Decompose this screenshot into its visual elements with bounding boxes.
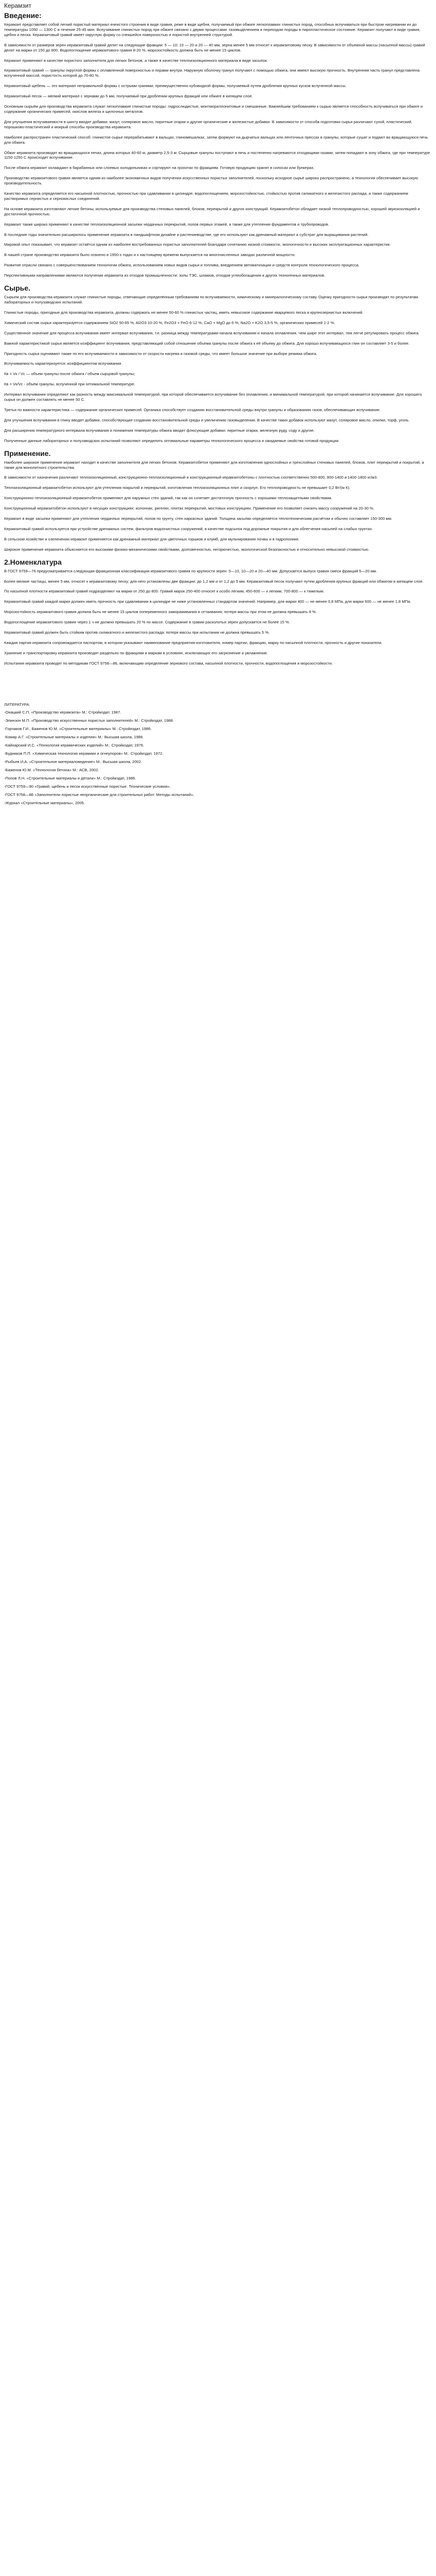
paragraph: Интервал вспучивания определяют как разность между максимальной температурой, при которой обеспечивается вспучивание без оплавления, и минимальной температурой, при которой начинается вспучивание. Для хорошего сырья он должен составлять не менее 50 С. (4, 392, 422, 402)
paragraph: Конструкционно-теплоизоляционный керамзитобетон применяют для наружных стен зданий, так как он сочетает достаточную прочность с хорошими теплозащитными свойствами. (4, 496, 333, 501)
literature-item: -Элинзон М.П. «Производство искусственных пористых заполнителей» М.: Стройиздат, 1988. (4, 718, 174, 723)
document (0, 0, 436, 807)
blank-space (4, 671, 432, 702)
literature-item: -Кайнарский И.С. «Технология керамических изделий» М.: Стройиздат, 1976. (4, 742, 144, 748)
literature-item: -ГОСТ 9759—90 «Гравий, щебень и песок искусственные пористые. Технические условия». (4, 784, 171, 789)
paragraph: Для улучшения вспучивания в глину вводят добавки, способствующие созданию восстановительной среды и увеличению газовыделения. В качестве таких добавок используют мазут, соляровое масло, опилки, торф, уголь. (4, 417, 410, 422)
paragraph: Глинистые породы, пригодные для производства керамзита, должны содержать не менее 50-60 % глинистых частиц, иметь невысокое содержание кварцевого песка и крупнозернистых включений. (4, 310, 363, 315)
paragraph: Испытания керамзита проводят по методикам ГОСТ 9758—86, включающим определение зернового состава, насыпной плотности, прочности, водопоглощения и морозостойкости. (4, 660, 333, 666)
section-intro (4, 11, 432, 278)
paragraph: Производство керамзитового гравия является одним из наиболее экономичных видов получения искусственных пористых заполнителей, поскольку исходное сырьё широко распространено, а технология обеспечивает высокую производительность. (4, 176, 418, 186)
intro-body (4, 22, 432, 278)
paragraph: Керамзит применяют в качестве пористого заполнителя для легких бетонов, а также в качестве теплоизоляционного материала в виде засыпок. (4, 58, 268, 63)
paragraph: Более мелкие частицы, менее 5 мм, относят к керамзитовому песку; для него установлены две фракции: до 1,2 мм и от 1,2 до 5 мм. Керамзитовый песок получают путем дробления крупных фракций или обжигом в кипящем слое. (4, 579, 424, 584)
paragraph: В ГОСТ 9759—76 предусматривается следующая фракционная классификация керамзитового гравия по крупности зерен: 5—10, 10—20 и 20—40 мм. Допускается выпуск гравия смеси фракций 5—20 мм. (4, 568, 377, 573)
paragraph: В зависимости от назначения различают теплоизоляционный, конструкционно-теплоизоляционный и конструкционный керамзитобетоны с плотностью соответственно 500-800, 800-1400 и 1400-1800 кг/м3. (4, 475, 378, 480)
literature-list (4, 708, 432, 807)
paragraph: Морозостойкость керамзитового гравия должна быть не менее 15 циклов попеременного замораживания и оттаивания; потеря массы при этом не должна превышать 8 %. (4, 609, 317, 615)
section-heading-raw: Сырье. (4, 284, 30, 293)
paragraph: Основным сырьём для производства керамзита служат легкоплавкие глинистые породы: гидрослюдистые, монтмориллонитовые и смешанные. Важнейшим требованием к сырью является способность вспучиваться при обжиге и содержание органических примесей, окислов железа и щелочных металлов. (4, 104, 423, 114)
literature-heading: ЛИТЕРАТУРА: (4, 702, 30, 707)
paragraph: Керамзитовый песок — мелкий материал с зернами до 5 мм, получаемый при дроблении крупных фракций или обжиге в кипящем слое. (4, 94, 253, 99)
paragraph: Перспективными направлениями являются получение керамзита из отходов промышленности: золы ТЭС, шламов, отходов углеобогащения и других техногенных материалов. (4, 273, 325, 278)
section-literature (4, 702, 432, 807)
paragraph: Развитие отрасли связано с совершенствованием технологии обжига, использованием новых видов сырья и топлива, внедрением автоматизации и средств контроля технологического процесса. (4, 263, 360, 268)
paragraph: Важной характеристикой сырья является коэффициент вспучивания, представляющий собой отношение объема гранулы после обжига к её объему до обжига. Для хорошо вспучивающихся глин он составляет 3-5 и более. (4, 341, 410, 346)
paragraph: Мировой опыт показывает, что керамзит остаётся одним из наиболее востребованных пористых заполнителей благодаря сочетанию низкой стоимости, экологичности и высоких эксплуатационных характеристик. (4, 242, 391, 247)
paragraph: Керамзитовый гравий каждой марки должен иметь прочность при сдавливании в цилиндре не ниже установленных стандартом значений. Например, для марки 400 — не менее 0,8 МПа, для марки 600 — не менее 1,8 МПа. (4, 599, 411, 604)
paragraph: Керамзит также широко применяют в качестве теплоизоляционной засыпки чердачных перекрытий, полов первых этажей, а также для утепления фундаментов и трубопроводов. (4, 222, 329, 227)
section-heading-nomenclature: 2.Номенклатура (4, 557, 62, 566)
paragraph: Существенное значение для процесса вспучивания имеет интервал вспучивания, т.е. разница между температурами начала вспучивания и начала оплавления. Чем шире этот интервал, тем легче регулировать процесс обжига. (4, 330, 420, 335)
application-body (4, 460, 432, 552)
raw-body (4, 295, 432, 444)
paragraph: Кв = Vк / Vс — объем гранулы после обжига / объем сырцовой гранулы; (4, 371, 135, 377)
paragraph: Обжиг керамзита производят во вращающихся печах, длина которых 40-60 м, диаметр 2,5-3 м. Сырцовые гранулы поступают в печь и постепенно нагреваются отходящими газами, затем попадают в зону обжига, где при температуре 1150-1250 С происходит вспучивание. (4, 150, 430, 160)
section-nomenclature (4, 557, 432, 666)
section-raw (4, 283, 432, 444)
paragraph: Качество керамзита определяется его насыпной плотностью, прочностью при сдавливании в цилиндре, водопоглощением, морозостойкостью, стойкостью против силикатного и железистого распада, а также содержанием растворимых сернистых и сернокислых соединений. (4, 191, 408, 201)
paragraph: Для улучшения вспучиваемости в шихту вводят добавки: мазут, соляровое масло, пиритные огарки и другие органические и железистые добавки. В зависимости от способа подготовки сырья различают сухой, пластический, порошково-пластический и мокрый способы производства керамзита. (4, 119, 412, 129)
section-heading-intro: Введение: (4, 11, 42, 20)
paragraph: В сельском хозяйстве и озеленении керамзит применяется как дренажный материал для цветочных горшков и клумб, для мульчирования почвы и в гидропонике. (4, 536, 300, 541)
section-heading-application: Применение. (4, 449, 51, 457)
paragraph: Конструкционный керамзитобетон используют в несущих конструкциях: колоннах, ригелях, плитах перекрытий, мостовых конструкциях. Применение его позволяет снизить массу сооружений на 20-30 %. (4, 506, 375, 511)
paragraph: Кв = Vк/Vс - объём гранулы, вспученной при оптимальной температуре. (4, 382, 135, 387)
literature-item: -Будников П.П. «Химическая технология керамики и огнеупоров» М.: Стройиздат, 1972. (4, 751, 164, 756)
paragraph: Керамзит представляет собой легкий пористый материал ячеистого строения в виде гравия, реже в виде щебня, получаемый при обжиге легкоплавких глинистых пород, способных вспучиваться при быстром нагревании их до температуры 1050 — 1300 С в течение 25-45 мин. Вспучивание глинистых пород при обжиге связано с двумя процессами: газовыделением и переходом породы в пиропластическое состояние. Керамзит получают в виде гравия, щебня и песка. Керамзитовый гравий имеет округлую форму со спекшейся поверхностью и пористой внутренней структурой. (4, 22, 421, 37)
literature-item: -Комар А.Г. «Строительные материалы и изделия» М.: Высшая школа, 1988. (4, 734, 144, 739)
paragraph: Сырьем для производства керамзита служат глинистые породы, отвечающие определённым требованиям по вспучиваемости, химическому и минералогическому составу. Оценку пригодности сырья производят по результатам лабораторных и полузаводских испытаний. (4, 295, 418, 304)
paragraph: Керамзитовый щебень — это материал неправильной формы с острыми гранями, преимущественно кубовидной формы, получаемый путем дробления крупных кусков вспученной массы. (4, 83, 346, 89)
literature-item: -Горчаков Г.И., Баженов Ю.М. «Строительные материалы» М.: Стройиздат, 1986. (4, 726, 152, 731)
paragraph: Третья по важности характеристика — содержание органических примесей. Органика способствует созданию восстановительной среды внутри гранулы и образованию газов, обеспечивающих вспучивание. (4, 407, 381, 412)
paragraph: Вспучиваемость характеризуется: коэффициентом вспучивания (4, 361, 121, 366)
paragraph: Теплоизоляционный керамзитобетон используют для утепления покрытий и перекрытий, изготовления теплоизоляционных плит и скорлуп. Его теплопроводность не превышает 0,2 Вт/(м К). (4, 485, 351, 490)
paragraph: Керамзитовый гравий используется при устройстве дренажных систем, фильтров водоочистных сооружений, в качестве подсыпок под дорожные покрытия и для облегчения насыпей на слабых грунтах. (4, 526, 373, 531)
paragraph: Пригодность сырья оценивают также по его вспучиваемости в зависимости от скорости нагрева и газовой среды, что имеет большое значение при выборе режима обжига. (4, 351, 318, 356)
paragraph: В последние годы значительно расширилось применение керамзита в ландшафтном дизайне и растениеводстве, где его используют как дренажный материал и субстрат для выращивания растений. (4, 232, 369, 237)
paragraph: Полученные данные лабораторных и полузаводских испытаний позволяют определить оптимальные параметры технологического процесса и ожидаемые свойства готовой продукции. (4, 438, 340, 443)
paragraph: Хранение и транспортировку керамзита производят раздельно по фракциям и маркам в условиях, исключающих его загрязнение и увлажнение. (4, 650, 268, 655)
paragraph: По насыпной плотности керамзитовый гравий подразделяют на марки от 250 до 800. Гравий марок 250-400 относят к особо легким, 450-600 — к легким, 700-800 — к тяжелым. (4, 589, 324, 594)
literature-item: -Онацкий С.П. «Производство керамзита» М.: Стройиздат, 1987. (4, 709, 121, 715)
literature-item: -Рыбьев И.А. «Строительное материаловедение» М.: Высшая школа, 2002. (4, 759, 142, 764)
document-title: Керамзит (4, 2, 31, 9)
literature-item: -Попов Л.Н. «Строительные материалы и детали» М.: Стройиздат, 1986. (4, 775, 136, 781)
paragraph: Наиболее широкое применение керамзит находит в качестве заполнителя для легких бетонов. Керамзитобетон применяют для изготовления однослойных и трехслойных стеновых панелей, блоков, плит перекрытий и покрытий, а также для монолитного строительства. (4, 460, 424, 470)
paragraph: Водопоглощение керамзитового гравия через 1 ч не должно превышать 20 % по массе. Содержание в гравии расколотых зерен допускается не более 15 %. (4, 620, 290, 625)
literature-item: -Баженов Ю.М. «Технология бетона» М.: АСВ, 2002. (4, 767, 99, 772)
paragraph: После обжига керамзит охлаждают в барабанных или слоевых холодильниках и сортируют на грохотах по фракциям. Готовую продукцию хранят в силосах или бункерах. (4, 165, 315, 171)
paragraph: Химический состав сырья характеризуется содержанием SiO2 50-65 %, Al2O3 10-20 %, Fe2O3 + FeO 6-12 %, CaO + MgO до 6 %, Na2O + K2O 3,5-5 %, органических примесей 1-2 %. (4, 320, 335, 325)
paragraph: Для расширения температурного интервала вспучивания и понижения температуры обжига вводят флюсующие добавки: пиритные огарки, железную руду, соду и другие. (4, 428, 315, 433)
paragraph: Наиболее распространен пластический способ: глинистое сырье перерабатывают в вальцах, глиномешалках, затем формуют на дырчатых вальцах или ленточных прессах в гранулы, которые сушат и подают во вращающуюся печь для обжига. (4, 134, 428, 145)
paragraph: На основе керамзита изготовляют легкие бетоны, используемые для производства стеновых панелей, блоков, перекрытий и других конструкций. Керамзитобетон обладает низкой теплопроводностью, хорошей звукоизоляцией и достаточной прочностью. (4, 206, 420, 216)
paragraph: Керамзит в виде засыпки применяют для утепления чердачных перекрытий, полов по грунту, стен каркасных зданий. Толщина засыпки определяется теплотехническим расчётом и обычно составляет 150-300 мм. (4, 516, 393, 521)
paragraph: В нашей стране производство керамзита было освоено в 1950-х годах и к настоящему времени выпускается на многочисленных заводах различной мощности. (4, 252, 296, 258)
paragraph: Каждая партия керамзита сопровождается паспортом, в котором указывают наименование предприятия-изготовителя, номер партии, фракцию, марку по насыпной плотности, прочность и другие показатели. (4, 640, 382, 645)
paragraph: Широкое применение керамзита объясняется его высокими физико-механическими свойствами, долговечностью, негорючестью, экологической безопасностью и относительно невысокой стоимостью. (4, 547, 370, 552)
paragraph: Керамзитовый гравий — гранулы округлой формы с оплавленной поверхностью и порами внутри. Наружную оболочку гранул получают с помощью обжига, они имеют высокую прочность. Внутренняя часть гранул представлена вспученной массой, пористость которой до 70-80 %. (4, 68, 420, 78)
section-application (4, 449, 432, 552)
paragraph: Керамзитовый гравий должен быть стойким против силикатного и железистого распада: потеря массы при испытании не должна превышать 5 %. (4, 630, 270, 635)
literature-item: -ГОСТ 9758—86 «Заполнители пористые неорганические для строительных работ. Методы испытаний». (4, 792, 195, 797)
paragraph: В зависимости от размеров зерен керамзитовый гравий делят на следующие фракции: 5 — 10; 10 — 20 и 20 — 40 мм, зерна менее 5 мм относят к керамзитовому песку. В зависимости от объемной массы (насыпной массы) гравий делят на марки от 150 до 800. Водопоглощение керамзитового гравия 8-20 %, морозостойкость должна быть не менее 15 циклов. (4, 42, 425, 53)
nomenclature-body (4, 569, 432, 666)
literature-item: -Журнал «Строительные материалы», 2005. (4, 800, 85, 805)
